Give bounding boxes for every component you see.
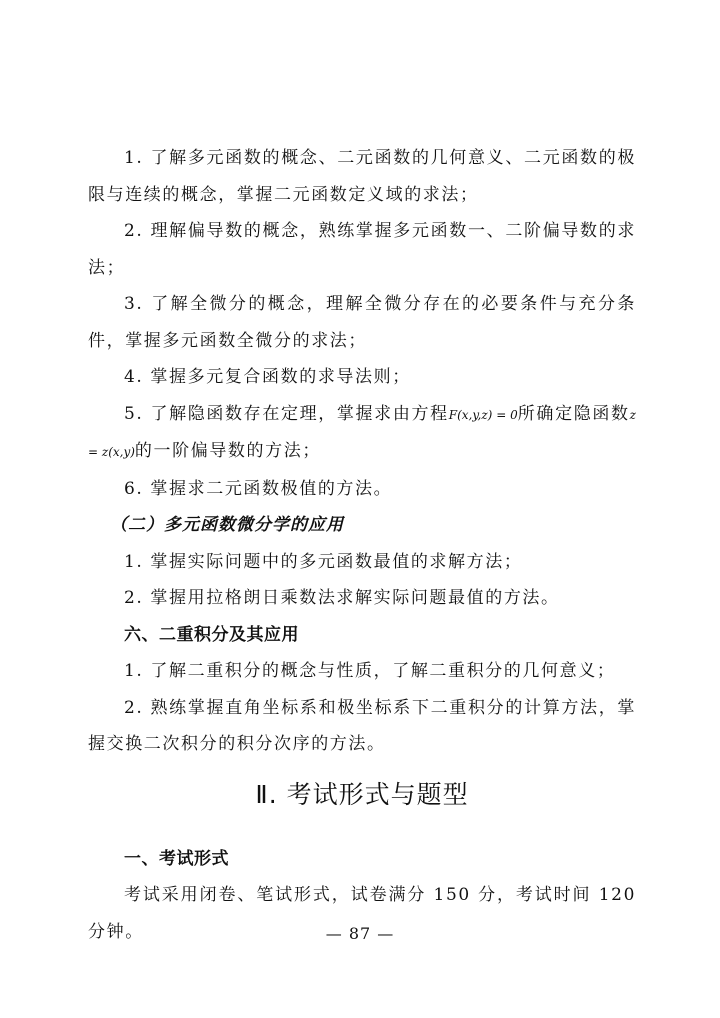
document-body (88, 140, 636, 950)
item-1: 1. 了解多元函数的概念、二元函数的几何意义、二元函数的极限与连续的概念，掌握二元函数定义域的求法； (88, 148, 636, 205)
item-4: 4. 掌握多元复合函数的求导法则； (124, 367, 411, 387)
item-5-mid: 所确定隐函数 (517, 403, 630, 424)
item-6: 6. 掌握求二元函数极值的方法。 (124, 478, 393, 499)
subsection-heading: （二）多元函数微分学的应用 (110, 515, 344, 535)
item-5-post: 的一阶偏导数的方法； (134, 441, 321, 461)
subsection-item-2: 2. 掌握用拉格朗日乘数法求解实际问题最值的方法。 (124, 588, 560, 608)
item-2: 2. 理解偏导数的概念，熟练掌握多元函数一、二阶偏导数的求法； (88, 221, 636, 278)
section-6-item-2: 2. 熟练掌握直角坐标系和极坐标系下二重积分的计算方法，掌握交换二次积分的积分次序的方法。 (88, 697, 636, 754)
equation-f: F(x,y,z) = 0 (448, 407, 518, 422)
part-2-title: Ⅱ. 考试形式与题型 (255, 779, 469, 809)
exam-format-text: 考试采用闭卷、笔试形式，试卷满分 150 分，考试时间 120 分钟。 (88, 885, 636, 942)
item-5 (88, 396, 636, 471)
exam-format-heading: 一、考试形式 (124, 848, 229, 869)
section-6-item-1: 1. 了解二重积分的概念与性质，了解二重积分的几何意义； (124, 661, 616, 681)
subsection-item-1: 1. 掌握实际问题中的多元函数最值的求解方法； (124, 551, 523, 572)
item-3: 3. 了解全微分的概念，理解全微分存在的必要条件与充分条件，掌握多元函数全微分的求法； (88, 294, 636, 351)
equation-z: z = z(x,y) (88, 407, 636, 459)
section-6-heading: 六、二重积分及其应用 (124, 624, 299, 645)
item-5-pre: 5. 了解隐函数存在定理，掌握求由方程 (124, 403, 449, 424)
page-number: — 87 — (325, 924, 395, 943)
